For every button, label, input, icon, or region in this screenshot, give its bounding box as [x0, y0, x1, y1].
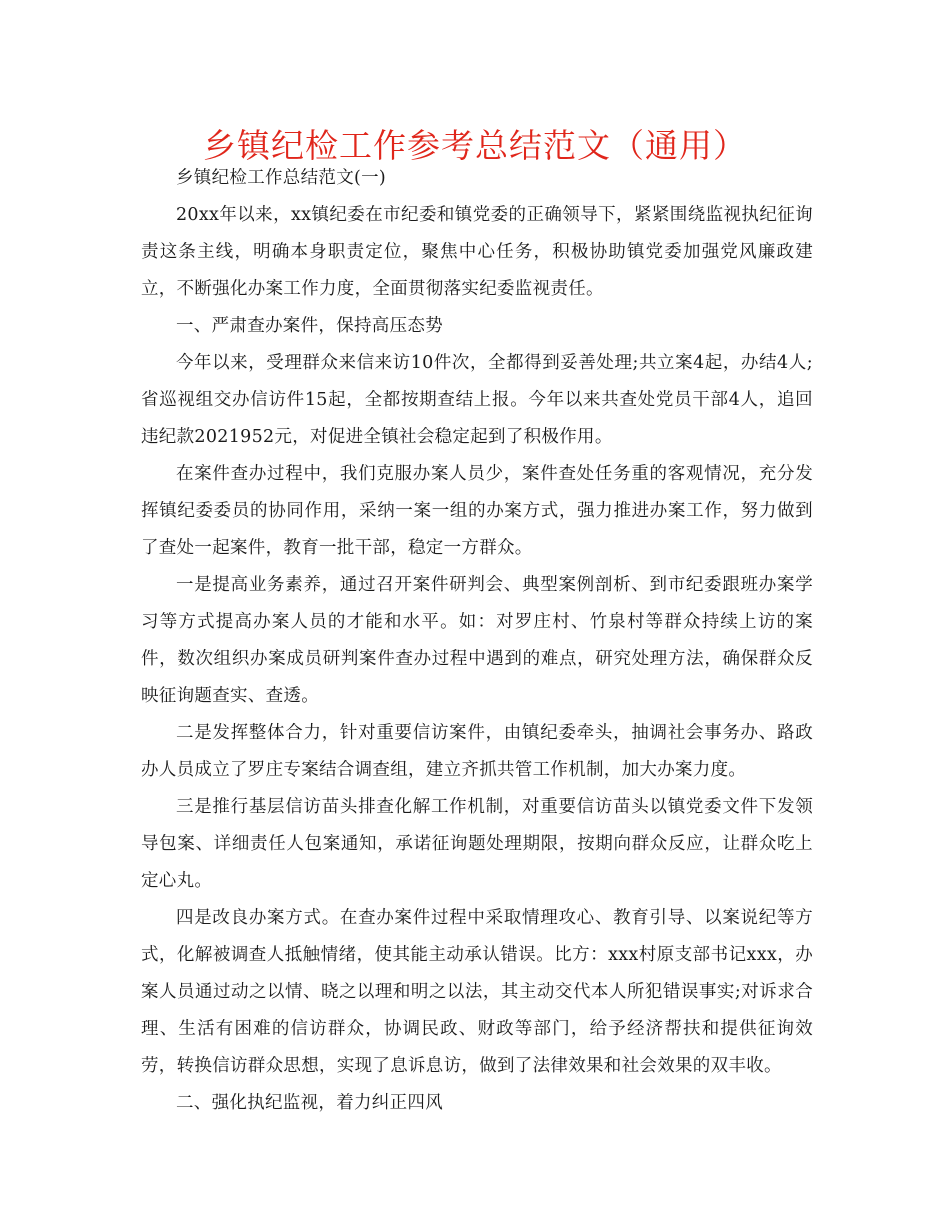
section-heading: 二、强化执纪监视，着力纠正四风 [176, 1093, 443, 1113]
body-paragraph: 三是推行基层信访苗头排查化解工作机制，对重要信访苗头以镇党委文件下发领导包案、详细责任人包案通知，承诺征询题处理期限，按期向群众反应，让群众吃上定心丸。 [141, 797, 813, 891]
section-heading: 一、严肃查办案件，保持高压态势 [176, 316, 443, 336]
document-body [141, 160, 813, 1122]
body-paragraph: 一是提高业务素养，通过召开案件研判会、典型案例剖析、到市纪委跟班办案学习等方式提高办案人员的才能和水平。如：对罗庄村、竹泉村等群众持续上访的案件，数次组织办案成员研判案件查办过程中遇到的难点，研究处理方法，确保群众反映征询题查实、查透。 [141, 575, 813, 706]
body-paragraph: 四是改良办案方式。在查办案件过程中采取情理攻心、教育引导、以案说纪等方式，化解被调查人抵触情绪，使其能主动承认错误。比方：xxx村原支部书记xxx，办案人员通过动之以情、晓之以理和明之以法，其主动交代本人所犯错误事实;对诉求合理、生活有困难的信访群众，协调民政、财政等部门，给予经济帮扶和提供征询效劳，转换信访群众思想，实现了息诉息访，做到了法律效果和社会效果的双丰收。 [141, 908, 813, 1076]
document-title: 乡镇纪检工作参考总结范文（通用） [203, 126, 747, 165]
body-paragraph: 二是发挥整体合力，针对重要信访案件，由镇纪委牵头，抽调社会事务办、路政办人员成立了罗庄专案结合调查组，建立齐抓共管工作机制，加大办案力度。 [141, 723, 813, 780]
body-paragraph: 在案件查办过程中，我们克服办案人员少，案件查处任务重的客观情况，充分发挥镇纪委委员的协同作用，采纳一案一组的办案方式，强力推进办案工作，努力做到了查处一起案件，教育一批干部，稳定一方群众。 [141, 464, 813, 558]
section-subtitle: 乡镇纪检工作总结范文(一) [176, 168, 387, 188]
body-paragraph: 今年以来，受理群众来信来访10件次，全都得到妥善处理;共立案4起，办结4人;省巡视组交办信访件15起，全都按期查结上报。今年以来共查处党员干部4人，追回违纪款2021952元，对促进全镇社会稳定起到了积极作用。 [141, 353, 813, 447]
body-paragraph: 20xx年以来，xx镇纪委在市纪委和镇党委的正确领导下，紧紧围绕监视执纪征询责这条主线，明确本身职责定位，聚焦中心任务，积极协助镇党委加强党风廉政建立，不断强化办案工作力度，全面贯彻落实纪委监视责任。 [141, 205, 813, 299]
